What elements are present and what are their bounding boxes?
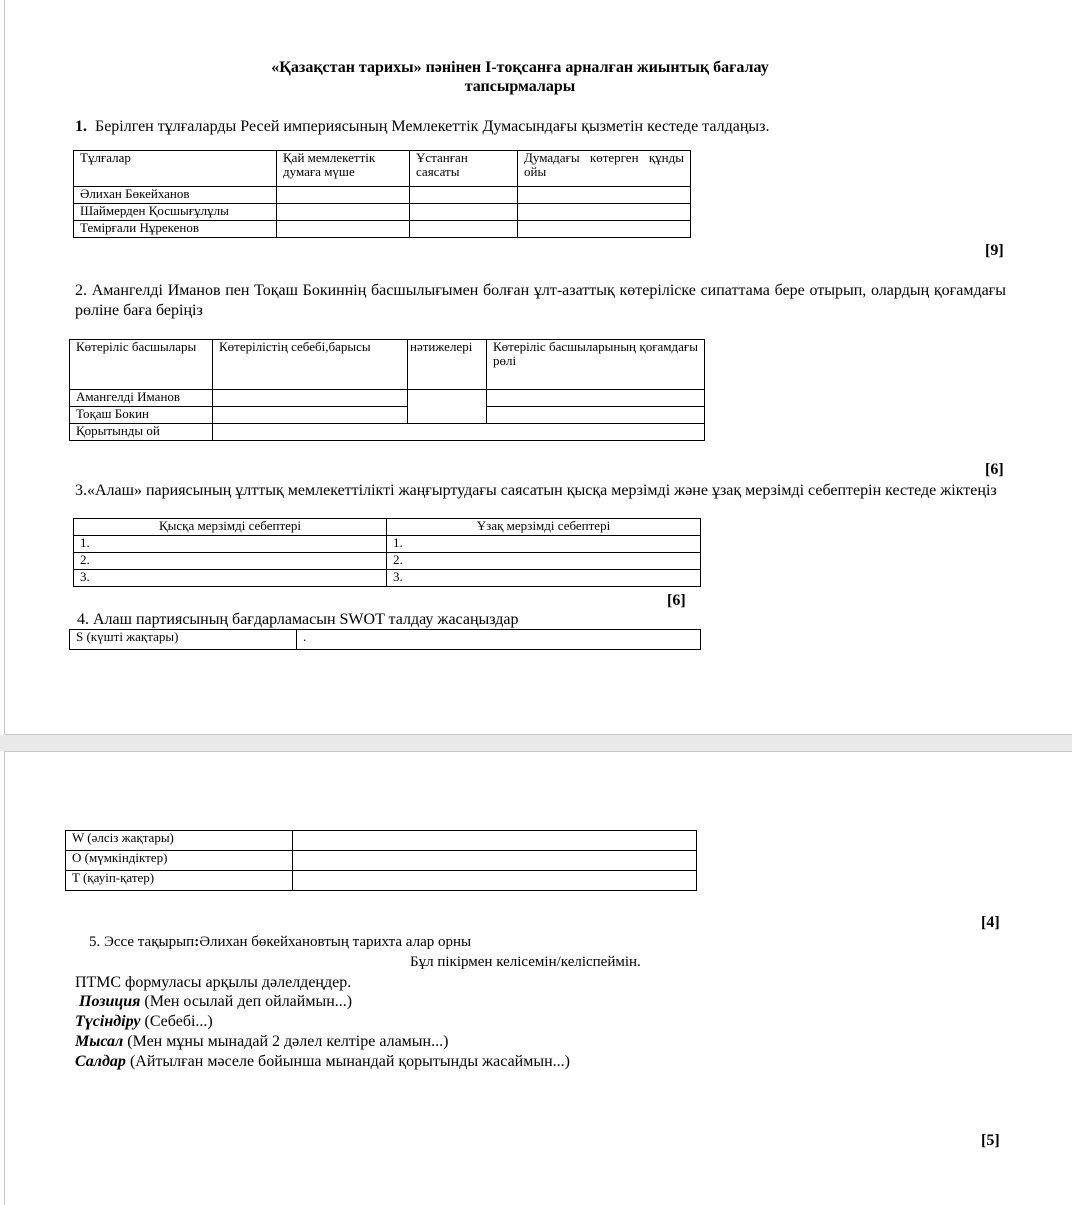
- q5-item-2: [75, 1032, 448, 1052]
- q3-long-1[interactable]: 2.: [387, 553, 701, 570]
- answer-cell[interactable]: [293, 831, 697, 851]
- swot-s-label: S (күшті жақтары): [70, 630, 297, 650]
- question-3-text: 3.«Алаш» париясының ұлттық мемлекеттілікті жаңғыртудағы саясатын қысқа мерзімді және ұзақ мерзімді себептерін кестеде жіктеңіз: [75, 482, 997, 499]
- answer-cell[interactable]: [277, 204, 410, 221]
- q1-mark: [9]: [985, 242, 1004, 259]
- q3-mark: [6]: [667, 592, 686, 609]
- answer-cell[interactable]: [293, 851, 697, 871]
- question-1: [75, 117, 1025, 137]
- answer-cell[interactable]: [213, 407, 408, 424]
- q5-colon: :: [194, 934, 200, 950]
- question-5-topic: [89, 933, 471, 952]
- page-2: [4, 751, 1072, 1205]
- table-row: [70, 390, 705, 407]
- q2-leader-0: Амангелді Иманов: [70, 390, 213, 407]
- q2-summary-label: Қорытынды ой: [70, 424, 213, 441]
- answer-cell[interactable]: [410, 204, 518, 221]
- q5-mark: [5]: [981, 1132, 1000, 1149]
- swot-o-label: O (мүмкіндіктер): [66, 851, 293, 871]
- table-row: [66, 851, 697, 871]
- table-q4-swot-s: [69, 629, 701, 650]
- q5-prefix: 5. Эссе тақырып: [89, 934, 195, 950]
- table-row: [74, 204, 691, 221]
- q5-desc: (Айтылған мәселе бойынша мынандай қорытынды жасаймын...): [125, 1053, 570, 1070]
- answer-cell[interactable]: [487, 407, 705, 424]
- q1-header-2: Ұстанған саясаты: [410, 151, 518, 187]
- swot-s-value[interactable]: .: [297, 630, 701, 650]
- answer-cell[interactable]: [518, 187, 691, 204]
- table-q1: [73, 150, 691, 238]
- q5-desc: (Себебі...): [140, 1013, 213, 1030]
- table-row: [66, 871, 697, 891]
- page-1: [4, 0, 1072, 735]
- answer-cell[interactable]: [293, 871, 697, 891]
- answer-cell[interactable]: [213, 424, 705, 441]
- q5-formula: ПТМС формуласы арқылы дәлелдеңдер.: [75, 974, 352, 991]
- q3-short-1[interactable]: 2.: [74, 553, 387, 570]
- answer-cell[interactable]: [518, 221, 691, 238]
- answer-cell[interactable]: [408, 390, 487, 424]
- table-row: [74, 553, 701, 570]
- q2-header-0: Көтеріліс басшылары: [70, 340, 213, 390]
- doc-title-line-2: тапсырмалары: [464, 78, 576, 95]
- q5-topic: Әлихан бөкейхановтың тарихта алар орны: [199, 934, 472, 950]
- q2-leader-1: Тоқаш Бокин: [70, 407, 213, 424]
- table-row: [66, 831, 697, 851]
- q5-agree: Бұл пікірмен келісемін/келіспеймін.: [410, 954, 641, 970]
- q3-header-1: Ұзақ мерзімді себептері: [387, 519, 701, 536]
- q4-mark: [4]: [981, 914, 1000, 931]
- q5-term: Түсіндіру: [75, 1013, 141, 1030]
- page-gap: [0, 735, 1072, 751]
- q3-long-0[interactable]: 1.: [387, 536, 701, 553]
- q2-header-1: Көтерілістің себебі,барысы: [213, 340, 408, 390]
- q3-header-0: Қысқа мерзімді себептері: [74, 519, 387, 536]
- table-row: [70, 424, 705, 441]
- q2-mark: [6]: [985, 461, 1004, 478]
- q1-person-2: Темірғали Нұрекенов: [74, 221, 277, 238]
- q1-header-1: Қай мемлекеттік думаға мүше: [277, 151, 410, 187]
- q5-term: Салдар: [75, 1053, 126, 1070]
- table-q4-swot-rest: [65, 830, 697, 891]
- question-1-text: Берілген тұлғаларды Ресей империясының Мемлекеттік Думасындағы қызметін кестеде талдаңыз.: [95, 118, 770, 135]
- q3-long-2[interactable]: 3.: [387, 570, 701, 587]
- q5-term: Мысал: [75, 1033, 124, 1050]
- q5-item-1: [75, 1012, 213, 1032]
- swot-t-label: T (қауіп-қатер): [66, 871, 293, 891]
- question-1-number: 1.: [75, 118, 87, 135]
- q3-short-0[interactable]: 1.: [74, 536, 387, 553]
- table-q3: [73, 518, 701, 587]
- answer-cell[interactable]: [410, 187, 518, 204]
- q5-desc: (Мен осылай деп ойлаймын...): [140, 993, 353, 1010]
- answer-cell[interactable]: [277, 187, 410, 204]
- q1-person-1: Шаймерден Қосшығұлұлы: [74, 204, 277, 221]
- table-q2: [69, 339, 705, 441]
- q2-header-3: Көтеріліс басшыларының қоғамдағы рөлі: [487, 340, 705, 390]
- question-2-text: 2. Амангелді Иманов пен Тоқаш Бокиннің басшылығымен болған ұлт-азаттық көтеріліске сипаттама бере отырып, олардың қоғамдағы рөліне баға беріңіз: [75, 282, 1006, 319]
- answer-cell[interactable]: [410, 221, 518, 238]
- q5-term: Позиция: [79, 993, 141, 1010]
- q5-desc: (Мен мұны мынадай 2 дәлел келтіре аламын...): [123, 1033, 449, 1050]
- question-4-text: 4. Алаш партиясының бағдарламасын SWOT талдау жасаңыздар: [77, 611, 519, 628]
- answer-cell[interactable]: [213, 390, 408, 407]
- q1-person-0: Әлихан Бөкейханов: [74, 187, 277, 204]
- q2-header-2: нәтижелері: [408, 340, 487, 390]
- q1-header-0: Тұлғалар: [74, 151, 277, 187]
- table-row: [74, 536, 701, 553]
- table-row: [74, 570, 701, 587]
- q5-item-0: [75, 992, 352, 1012]
- q5-item-3: [75, 1052, 570, 1072]
- q1-header-3: Думадағы көтерген құнды ойы: [518, 151, 691, 187]
- answer-cell[interactable]: [487, 390, 705, 407]
- swot-w-label: W (әлсіз жақтары): [66, 831, 293, 851]
- table-row: [70, 407, 705, 424]
- answer-cell[interactable]: [277, 221, 410, 238]
- table-row: [70, 630, 701, 650]
- answer-cell[interactable]: [518, 204, 691, 221]
- table-row: [74, 187, 691, 204]
- q3-short-2[interactable]: 3.: [74, 570, 387, 587]
- doc-title-line-1: «Қазақстан тарихы» пәнінен І-тоқсанға арналған жиынтық бағалау: [271, 59, 769, 76]
- table-row: [74, 221, 691, 238]
